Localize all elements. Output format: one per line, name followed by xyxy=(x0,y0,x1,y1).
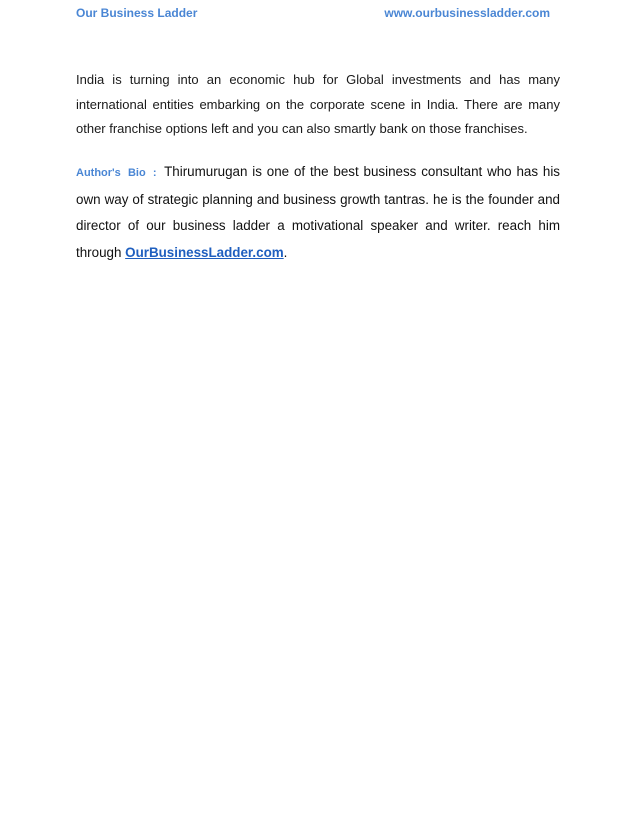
intro-paragraph: India is turning into an economic hub for Global investments and has many international entities embarking on the corporate scene in India. There are many other franchise options left and you can also smartly bank on those franchises. xyxy=(76,72,560,136)
author-bio-trailing-period: . xyxy=(283,244,288,260)
header-brand-name: Our Business Ladder xyxy=(76,6,198,20)
header-website-url: www.ourbusinessladder.com xyxy=(384,6,550,20)
page-header xyxy=(76,6,552,20)
author-bio-paragraph xyxy=(76,159,560,266)
author-bio-label: Author's Bio : xyxy=(76,167,157,179)
author-bio-text: Thirumurugan is one of the best business consultant who has his own way of strategic planning and business growth tantras. he is the founder and director of our business ladder a motivational speaker and writer. reach him through xyxy=(76,164,560,260)
author-website-link[interactable]: OurBusinessLadder.com xyxy=(125,244,284,260)
